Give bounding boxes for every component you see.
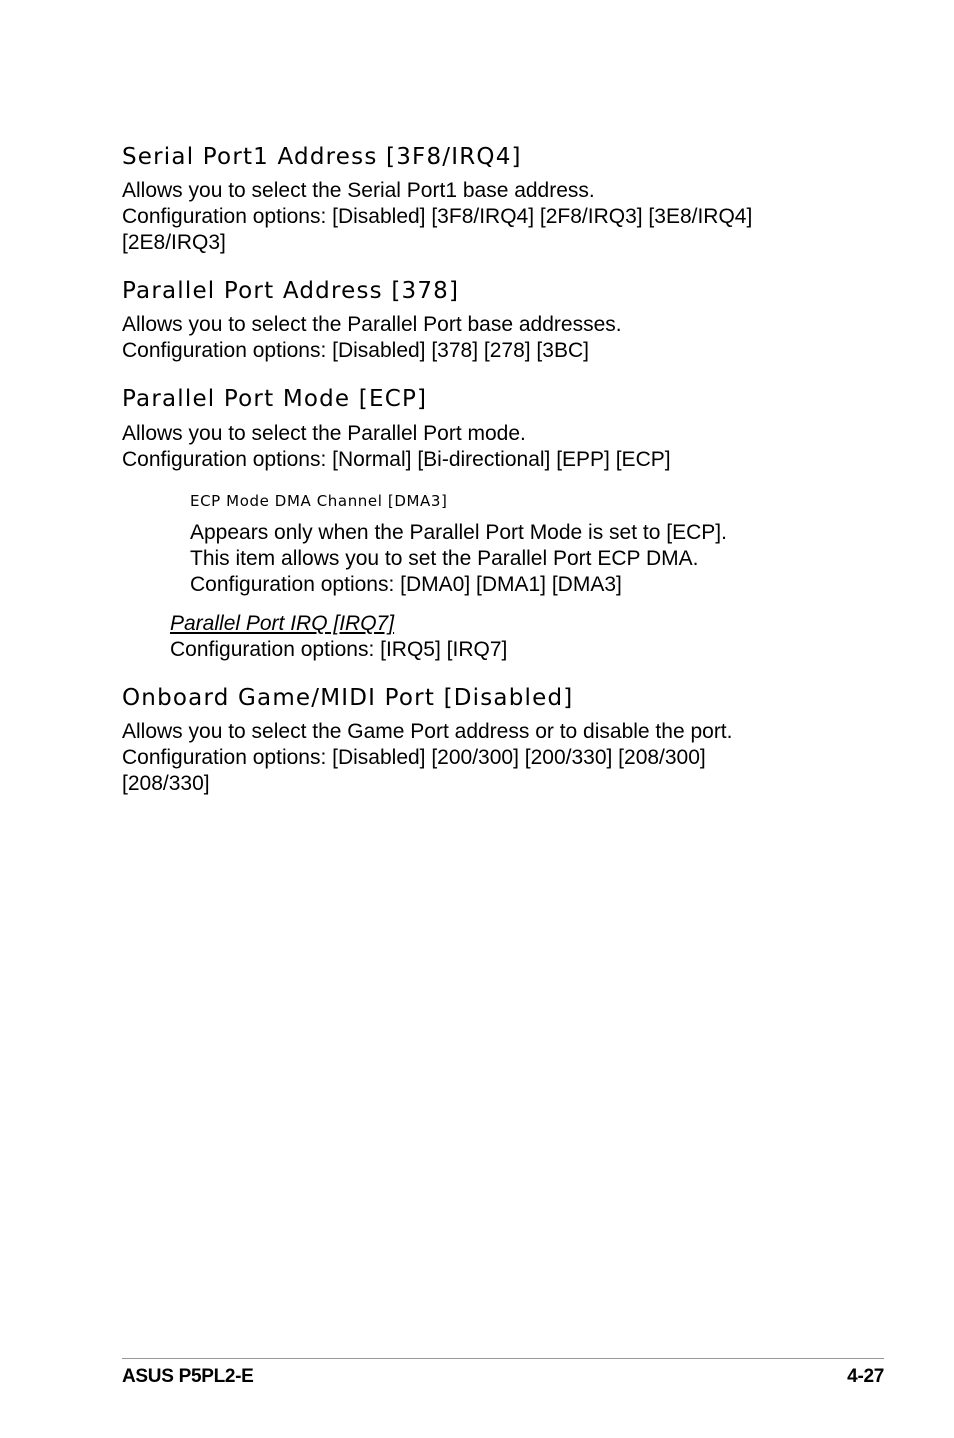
section-heading-serial-port1-address: Serial Port1 Address [3F8/IRQ4] (122, 144, 522, 170)
section-text-line: Allows you to select the Parallel Port base addresses. (122, 313, 622, 336)
section-text-line: Configuration options: [Normal] [Bi-directional] [EPP] [ECP] (122, 448, 671, 471)
section-text-line: Allows you to select the Serial Port1 base address. (122, 179, 595, 202)
section-text-line: Allows you to select the Game Port address or to disable the port. (122, 720, 733, 743)
footer-divider (122, 1358, 884, 1359)
subsection-heading-ecp-mode-dma-channel: ECP Mode DMA Channel [DMA3] (190, 492, 448, 510)
subsection-text-line: Configuration options: [IRQ5] [IRQ7] (170, 638, 508, 661)
section-text-line: Allows you to select the Parallel Port mode. (122, 422, 526, 445)
section-text-line: [2E8/IRQ3] (122, 231, 226, 254)
section-text-line: Configuration options: [Disabled] [3F8/IRQ4] [2F8/IRQ3] [3E8/IRQ4] (122, 205, 753, 228)
footer-page-number: 4-27 (847, 1366, 884, 1387)
subsection-text-line: This item allows you to set the Parallel Port ECP DMA. (190, 547, 699, 570)
subsection-text-line: Configuration options: [DMA0] [DMA1] [DMA3] (190, 573, 622, 596)
section-heading-onboard-game-midi-port: Onboard Game/MIDI Port [Disabled] (122, 685, 574, 711)
subsection-heading-parallel-port-irq: Parallel Port IRQ [IRQ7] (170, 612, 395, 635)
section-text-line: Configuration options: [Disabled] [378] [278] [3BC] (122, 339, 589, 362)
subsection-text-line: Appears only when the Parallel Port Mode is set to [ECP]. (190, 521, 727, 544)
section-text-line: [208/330] (122, 772, 210, 795)
footer-product-name: ASUS P5PL2-E (122, 1366, 254, 1387)
section-heading-parallel-port-mode: Parallel Port Mode [ECP] (122, 386, 428, 412)
section-text-line: Configuration options: [Disabled] [200/300] [200/330] [208/300] (122, 746, 706, 769)
section-heading-parallel-port-address: Parallel Port Address [378] (122, 278, 460, 304)
